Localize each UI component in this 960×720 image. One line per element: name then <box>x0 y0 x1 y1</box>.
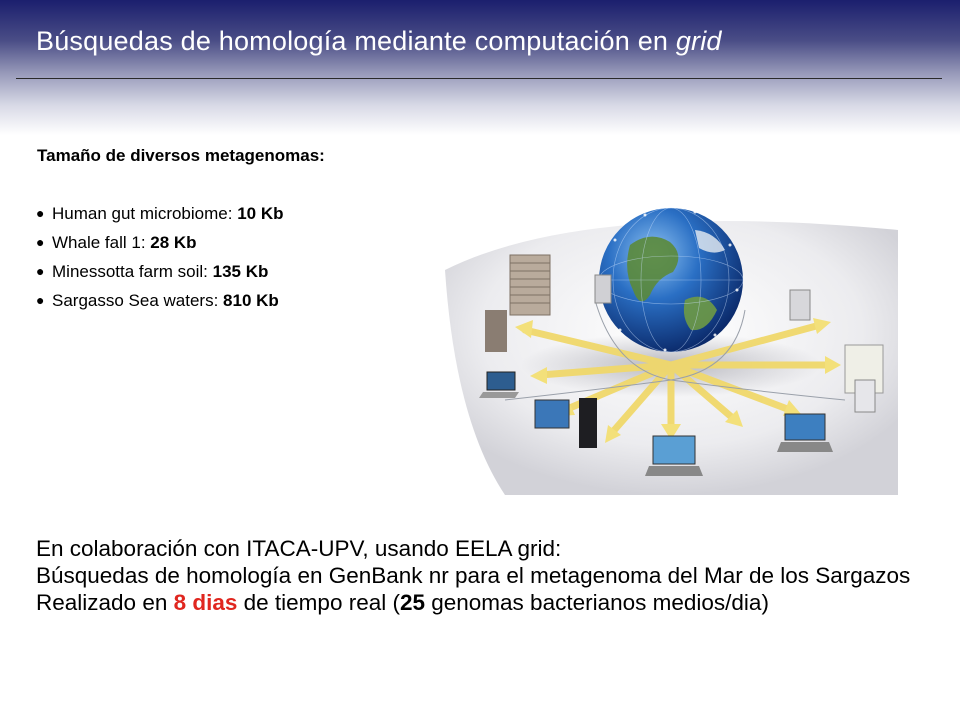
bullet-icon: ● <box>36 205 45 221</box>
list-item <box>36 199 283 228</box>
item-label: Sargasso Sea waters: <box>52 291 224 310</box>
days-highlight: 8 dias <box>173 590 238 615</box>
result-text-a: Realizado en <box>36 590 174 615</box>
metagenome-heading: Tamaño de diversos metagenomas: <box>37 146 325 165</box>
collaboration-line: En colaboración con ITACA-UPV, usando EELA grid: <box>36 536 562 561</box>
collaboration-text <box>36 535 936 616</box>
list-item <box>36 228 283 257</box>
item-value: 135 Kb <box>212 262 269 281</box>
bullet-icon: ● <box>36 292 45 308</box>
bullet-icon: ● <box>36 263 45 279</box>
search-line: Búsquedas de homología en GenBank nr para el metagenoma del Mar de los Sargazos <box>36 563 911 588</box>
item-value: 28 Kb <box>150 233 197 252</box>
result-line <box>36 589 936 616</box>
item-label: Whale fall 1: <box>52 233 151 252</box>
genome-count: 25 <box>399 590 425 615</box>
result-text-c: genomas bacterianos medios/dia) <box>425 590 769 615</box>
item-value: 810 Kb <box>223 291 279 310</box>
page-title <box>36 26 722 57</box>
result-text-b: de tiempo real ( <box>237 590 400 615</box>
grid-globe-network-icon <box>445 160 898 495</box>
list-item <box>36 257 283 286</box>
metagenome-list <box>36 199 283 315</box>
title-divider <box>16 78 942 79</box>
header-band <box>0 0 960 135</box>
list-item <box>36 286 283 315</box>
item-value: 10 Kb <box>237 204 284 223</box>
item-label: Human gut microbiome: <box>52 204 238 223</box>
title-italic: grid <box>675 26 722 56</box>
bullet-icon: ● <box>36 234 45 250</box>
title-text: Búsquedas de homología mediante computación en <box>36 26 676 56</box>
item-label: Minessotta farm soil: <box>52 262 213 281</box>
